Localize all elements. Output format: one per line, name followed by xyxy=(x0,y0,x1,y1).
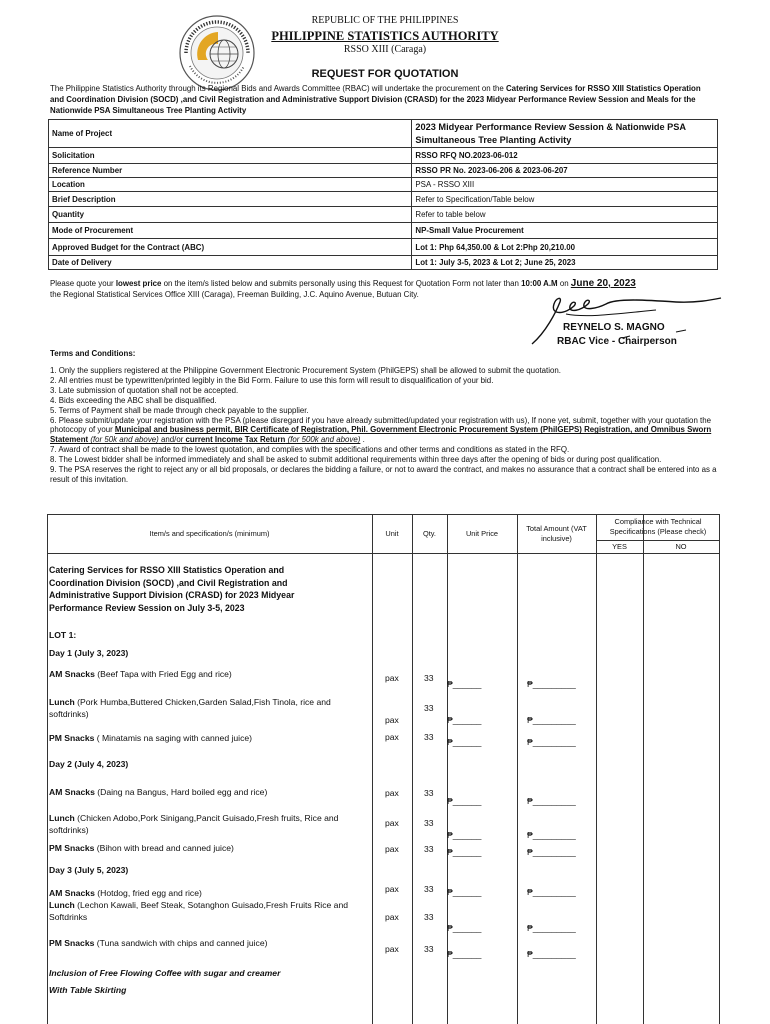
term-text: and/or xyxy=(158,435,186,445)
info-row xyxy=(49,192,718,207)
signatory-role: RBAC Vice - Chairperson xyxy=(557,336,677,347)
table-border xyxy=(372,514,373,1024)
intro-text: The Philippine Statistics Authority through its Regional Bids and Awards Committee (RBAC) will undertake the procurement on the xyxy=(50,84,506,93)
info-value: Refer to table below xyxy=(412,207,718,223)
qty-cell: 33 xyxy=(424,884,434,894)
info-label: Approved Budget for the Contract (ABC) xyxy=(49,239,412,256)
unit-cell: pax xyxy=(385,844,399,854)
inclusion-note: Inclusion of Free Flowing Coffee with sugar and creamer xyxy=(49,968,281,978)
table-border xyxy=(447,514,448,1024)
header-unit-price: Unit Price xyxy=(465,529,499,538)
item-row xyxy=(49,899,369,923)
info-value: NP-Small Value Procurement xyxy=(412,223,718,239)
quote-text: Please quote your xyxy=(50,279,116,288)
total-amount-blank: ₱_________ xyxy=(527,679,576,689)
unit-price-blank: ₱______ xyxy=(447,830,482,840)
terms-title: Terms and Conditions: xyxy=(50,349,136,358)
table-border xyxy=(47,514,48,1024)
unit-cell: pax xyxy=(385,673,399,683)
total-amount-blank: ₱_________ xyxy=(527,847,576,857)
section-title: Catering Services for RSSO XIII Statistics Operation and Coordination Division (SOCD) ,and Civil Registration and Administrative Support Division (CRASD) for 2023 Midyear Performance Review Session on July 3-5, 2023 xyxy=(49,565,295,613)
term-item xyxy=(50,416,718,446)
unit-price-blank: ₱______ xyxy=(447,923,482,933)
meal-description: (Bihon with bread and canned juice) xyxy=(94,843,234,853)
qty-cell: 33 xyxy=(424,788,434,798)
info-label: Reference Number xyxy=(49,164,412,178)
header-unit: Unit xyxy=(385,529,399,538)
term-note: (for 500k and above) xyxy=(285,435,361,445)
info-row xyxy=(49,239,718,256)
table-border xyxy=(412,514,413,1024)
required-documents: Municipal and business permit, BIR Certificate of Registration, Phil. Government Electronic Procurement System (PhilGEPS) Registration, and Omnibus Sworn Statement xyxy=(50,425,712,445)
intro-project-text: Catering Services for RSSO XIII Statistics Operation and Coordination Division (SOCD) ,and Civil Registration and Administrative Support Division (CRASD) for the 2023 Midyear Performance Review Session and Meals for the Nationwide PSA Simultaneous Tree Planting Activity xyxy=(50,84,701,115)
info-row xyxy=(49,223,718,239)
item-row xyxy=(49,812,369,836)
deadline-time: 10:00 A.M xyxy=(521,279,558,288)
total-amount-blank: ₱_________ xyxy=(527,796,576,806)
meal-label: AM Snacks xyxy=(49,888,95,898)
header-no: NO xyxy=(675,542,687,551)
unit-cell: pax xyxy=(385,715,399,725)
unit-price-blank: ₱______ xyxy=(447,679,482,689)
skirting-note: With Table Skirting xyxy=(49,985,127,995)
lot-label: LOT 1: xyxy=(49,630,77,640)
header-qty: Qty. xyxy=(422,529,436,538)
meal-description: (Beef Tapa with Fried Egg and rice) xyxy=(94,669,232,679)
info-value: RSSO RFQ NO.2023-06-012 xyxy=(412,148,718,164)
unit-price-blank: ₱______ xyxy=(447,715,482,725)
quote-text: on the item/s listed below and submits personally using this Request for Quotation Form not later than xyxy=(161,279,522,288)
meal-label: Lunch xyxy=(49,697,75,707)
unit-cell: pax xyxy=(385,788,399,798)
qty-cell: 33 xyxy=(424,703,434,713)
meal-description: (Hotdog, fried egg and rice) xyxy=(94,888,202,898)
table-border xyxy=(596,514,597,1024)
info-value: 2023 Midyear Performance Review Session & Nationwide PSA Simultaneous Tree Planting Activity xyxy=(412,120,718,148)
header-compliance: Compliance with Technical Specifications (Please check) xyxy=(609,517,707,536)
quote-text: on xyxy=(557,279,571,288)
qty-cell: 33 xyxy=(424,818,434,828)
term-item: 9. The PSA reserves the right to reject any or all bid proposals, or declares the bidding a failure, or not to award the contract, and makes no assurance that a contract shall be entered into as a result of this invitation. xyxy=(50,465,717,484)
total-amount-blank: ₱_________ xyxy=(527,737,576,747)
term-item: 8. The Lowest bidder shall be informed immediately and shall be asked to submit additional requirements within three days after the opening of bids or during post qualification. xyxy=(50,455,662,465)
day-heading: Day 2 (July 4, 2023) xyxy=(49,759,129,769)
meal-label: PM Snacks xyxy=(49,938,95,948)
total-amount-blank: ₱_________ xyxy=(527,923,576,933)
meal-description: (Chicken Adobo,Pork Sinigang,Pancit Guisado,Fresh fruits, Rice and softdrinks) xyxy=(49,813,339,835)
unit-price-blank: ₱______ xyxy=(447,949,482,959)
info-label: Brief Description xyxy=(49,192,412,207)
meal-description: (Tuna sandwich with chips and canned juice) xyxy=(94,938,268,948)
info-row xyxy=(49,164,718,178)
table-border xyxy=(517,514,518,1024)
unit-cell: pax xyxy=(385,884,399,894)
meal-description: (Daing na Bangus, Hard boiled egg and rice) xyxy=(94,787,268,797)
term-note: (for 50k and above) xyxy=(88,435,159,445)
header-total-amount: Total Amount (VAT inclusive) xyxy=(526,524,587,543)
qty-cell: 33 xyxy=(424,844,434,854)
term-item: 7. Award of contract shall be made to the lowest quotation, and complies with the specifications and other terms and conditions as stated in the RFQ. xyxy=(50,445,570,455)
intro-paragraph xyxy=(50,83,714,116)
info-value: Refer to Specification/Table below xyxy=(412,192,718,207)
unit-price-blank: ₱______ xyxy=(447,887,482,897)
term-item: 2. All entries must be typewritten/printed legibly in the Bid Form. Failure to use this form will result to disqualification of your bid. xyxy=(50,375,494,385)
info-value: Lot 1: July 3-5, 2023 & Lot 2; June 25, 2023 xyxy=(412,256,718,270)
item-row xyxy=(49,887,369,899)
total-amount-blank: ₱_________ xyxy=(527,949,576,959)
qty-cell: 33 xyxy=(424,944,434,954)
signatory-name: REYNELO S. MAGNO xyxy=(563,322,665,333)
item-row xyxy=(49,842,369,854)
total-amount-blank: ₱_________ xyxy=(527,715,576,725)
unit-price-blank: ₱______ xyxy=(447,847,482,857)
info-label: Solicitation xyxy=(49,148,412,164)
meal-label: Lunch xyxy=(49,900,75,910)
meal-description: (Lechon Kawali, Beef Steak, Sotanghon Guisado,Fresh Fruits Rice and Softdrinks xyxy=(49,900,349,922)
meal-label: PM Snacks xyxy=(49,733,95,743)
qty-cell: 33 xyxy=(424,673,434,683)
info-row xyxy=(49,148,718,164)
meal-label: AM Snacks xyxy=(49,669,95,679)
meal-description: ( Minatamis na saging with canned juice) xyxy=(94,733,253,743)
info-label: Location xyxy=(49,178,412,192)
document-title: REQUEST FOR QUOTATION xyxy=(311,68,459,80)
info-label: Quantity xyxy=(49,207,412,223)
project-info-table xyxy=(48,119,718,270)
item-row xyxy=(49,786,369,798)
unit-price-blank: ₱______ xyxy=(447,796,482,806)
total-amount-blank: ₱_________ xyxy=(527,830,576,840)
lowest-price-text: lowest price xyxy=(115,279,162,288)
info-label: Mode of Procurement xyxy=(49,223,412,239)
meal-label: AM Snacks xyxy=(49,787,95,797)
info-row xyxy=(49,120,718,148)
term-item: 5. Terms of Payment shall be made through check payable to the supplier. xyxy=(50,405,309,415)
info-value: PSA - RSSO XIII xyxy=(412,178,718,192)
office-address: the Regional Statistical Services Office XIII (Caraga), Freeman Building, J.C. Aquino Avenue, Butuan City. xyxy=(50,290,419,299)
republic-heading: REPUBLIC OF THE PHILIPPINES xyxy=(311,15,459,26)
table-border xyxy=(47,514,720,515)
item-row xyxy=(49,937,369,949)
deadline-date: June 20, 2023 xyxy=(570,278,636,289)
term-text: 6. Please submit/update your registration with the PSA (please disregard if you have already submitted/updated your registration with us), If none yet, submit, together with your quotation the photocopy of your xyxy=(50,415,711,435)
info-row xyxy=(49,178,718,192)
unit-cell: pax xyxy=(385,912,399,922)
unit-cell: pax xyxy=(385,944,399,954)
info-value: RSSO PR No. 2023-06-206 & 2023-06-207 xyxy=(412,164,718,178)
info-label: Name of Project xyxy=(49,120,412,148)
table-border xyxy=(643,514,644,1024)
item-row xyxy=(49,696,369,720)
term-item: 3. Late submission of quotation shall not be accepted. xyxy=(50,385,239,395)
item-row xyxy=(49,732,369,744)
unit-cell: pax xyxy=(385,732,399,742)
info-value: Lot 1: Php 64,350.00 & Lot 2:Php 20,210.00 xyxy=(412,239,718,256)
meal-description: (Pork Humba,Buttered Chicken,Garden Salad,Fish Tinola, rice and softdrinks) xyxy=(49,697,331,719)
meal-label: Lunch xyxy=(49,813,75,823)
table-border xyxy=(596,540,720,541)
day-heading: Day 1 (July 3, 2023) xyxy=(49,648,129,658)
office-heading: RSSO XIII (Caraga) xyxy=(343,44,427,55)
total-amount-blank: ₱_________ xyxy=(527,887,576,897)
day-heading: Day 3 (July 5, 2023) xyxy=(49,865,129,875)
term-item: 4. Bids exceeding the ABC shall be disqualified. xyxy=(50,395,217,405)
meal-label: PM Snacks xyxy=(49,843,95,853)
header-yes: YES xyxy=(612,542,627,551)
qty-cell: 33 xyxy=(424,912,434,922)
item-row xyxy=(49,668,369,680)
info-row xyxy=(49,207,718,223)
table-border xyxy=(47,553,720,554)
header-item: Item/s and specification/s (minimum) xyxy=(149,529,270,538)
table-border xyxy=(719,514,720,1024)
unit-cell: pax xyxy=(385,818,399,828)
unit-price-blank: ₱______ xyxy=(447,737,482,747)
info-label: Date of Delivery xyxy=(49,256,412,270)
term-text: . xyxy=(360,435,365,445)
term-item: 1. Only the suppliers registered at the Philippine Government Electronic Procurement System (PhilGEPS) shall be allowed to submit the quotation. xyxy=(50,366,561,375)
terms-list xyxy=(50,366,718,485)
required-documents: current Income Tax Return xyxy=(185,435,286,445)
info-row xyxy=(49,256,718,270)
agency-heading: PHILIPPINE STATISTICS AUTHORITY xyxy=(271,29,499,43)
qty-cell: 33 xyxy=(424,732,434,742)
